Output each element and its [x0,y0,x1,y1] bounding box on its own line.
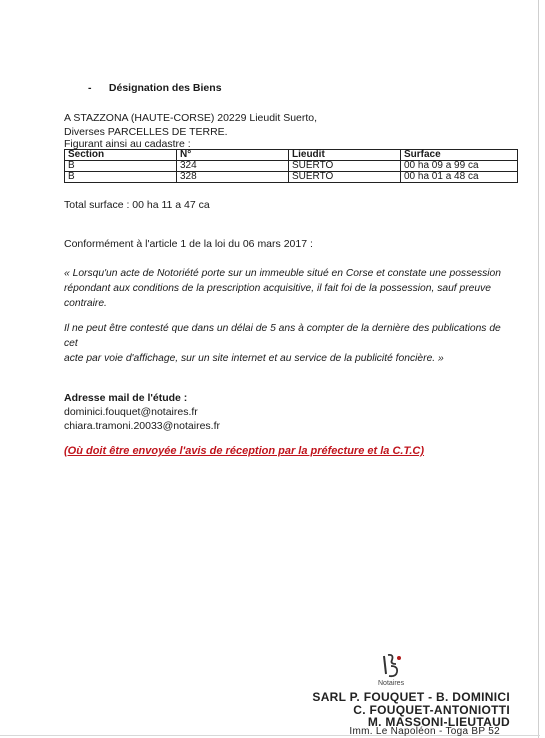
quote-line: contraire. [64,298,107,309]
cell-number: 328 [177,172,289,183]
table-row [65,161,518,172]
total-surface: Total surface : 00 ha 11 a 47 ca [64,199,210,211]
cell-lieudit: SUERTO [289,172,401,183]
article-reference: Conformément à l'article 1 de la loi du 06 mars 2017 : [64,238,313,250]
table-row [65,172,518,183]
cell-number: 324 [177,161,289,172]
cell-section: B [65,161,177,172]
notaires-logo-icon [380,652,404,680]
logo-caption: Notaires [378,680,405,687]
heading-title: Désignation des Biens [108,82,222,94]
quote-line: « Lorsqu'un acte de Notoriété porte sur un immeuble situé en Corse et constate une possession [64,268,501,279]
cell-surface: 00 ha 09 a 99 ca [401,161,518,172]
stamp-line-2: C. FOUQUET-ANTONIOTTI [353,703,510,717]
property-location: A STAZZONA (HAUTE-CORSE) 20229 Lieudit Suerto, [64,112,318,124]
section-heading [88,82,222,94]
quote-line: acte par voie d'affichage, sur un site internet et au service de la publicité foncière. » [64,353,444,364]
reception-note: (Où doit être envoyée l'avis de réception par la préfecture et la C.T.C) [64,445,425,457]
header-section: Section [65,150,177,161]
email-address-2[interactable]: chiara.tramoni.20033@notaires.fr [64,420,220,432]
stamp-line-1: SARL P. FOUQUET - B. DOMINICI [312,690,510,704]
header-surface: Surface [401,150,518,161]
quote-paragraph-2 [64,321,504,366]
property-type: Diverses PARCELLES DE TERRE. [64,126,228,138]
cadastre-intro: Figurant ainsi au cadastre : [64,138,191,150]
cell-surface: 00 ha 01 a 48 ca [401,172,518,183]
quote-paragraph-1 [64,266,504,311]
table-header-row [65,150,518,161]
cell-section: B [65,172,177,183]
header-lieudit: Lieudit [289,150,401,161]
email-address-1[interactable]: dominici.fouquet@notaires.fr [64,406,198,418]
cell-lieudit: SUERTO [289,161,401,172]
page-edge-right [538,0,539,738]
cadastre-table [64,149,518,183]
heading-dash: - [88,82,92,94]
mail-heading: Adresse mail de l'étude : [64,392,188,404]
stamp-line-3: M. MASSONI-LIEUTAUD [367,715,510,729]
header-number: N° [177,150,289,161]
quote-line: Il ne peut être contesté que dans un délai de 5 ans à compter de la dernière des publications de cet [64,323,501,349]
quote-line: répondant aux conditions de la prescription acquisitive, il fait foi de la possession, sauf preuve [64,283,491,294]
stamp-line-4: Imm. Le Napoléon - Toga BP 52 [349,726,500,737]
